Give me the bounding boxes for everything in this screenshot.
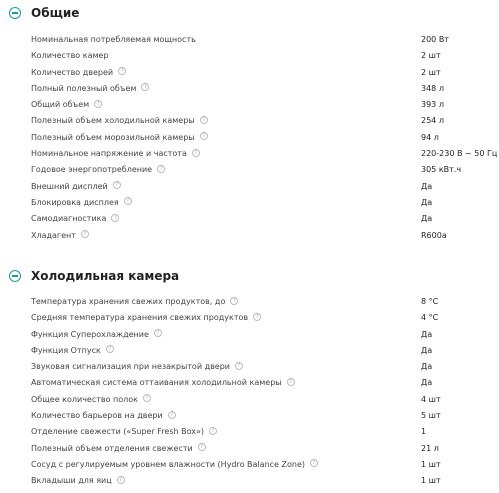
spec-row [0,32,499,48]
spec-label-text: Полезный объем морозильной камеры [31,132,195,142]
spec-value: 5 шт [421,411,441,421]
spec-label [31,146,200,162]
spec-value: Да [421,362,433,372]
spec-label-text: Общее количество полок [31,394,139,404]
spec-row [0,457,499,473]
spec-label [31,130,208,146]
spec-label-text: Сосуд с регулируемым уровнем влажности (Hydro Balance Zone) [31,459,305,469]
spec-label [31,359,243,375]
section-general [0,4,499,240]
spec-value: Да [421,181,433,191]
spec-label [31,81,149,97]
spec-label [31,113,208,129]
spec-row [0,113,499,129]
question-circle-icon[interactable]: ? [209,427,217,435]
spec-value: Да [421,345,433,355]
question-circle-icon[interactable]: ? [141,83,149,91]
question-circle-icon[interactable]: ? [113,181,121,189]
spec-list [0,294,499,490]
spec-row [0,97,499,113]
spec-value: Да [421,214,433,224]
spec-label [31,228,89,244]
spec-row [0,343,499,359]
spec-value: Да [421,197,433,207]
question-circle-icon[interactable]: ? [157,165,165,173]
spec-value: 2 шт [421,67,441,77]
spec-label [31,48,109,64]
spec-value: 4 °С [421,313,439,323]
spec-value: 1 шт [421,459,441,469]
section-header[interactable] [0,267,499,287]
spec-label-text: Полезный объем холодильной камеры [31,116,195,126]
spec-value: 8 °С [421,297,439,306]
spec-value: 21 л [421,443,439,453]
spec-row [0,327,499,343]
spec-label-text: Количество дверей [31,67,114,77]
section-header[interactable] [0,4,499,24]
spec-value: 305 кВт.ч [421,165,462,175]
spec-row [0,294,499,310]
spec-label [31,441,206,457]
spec-value: 220-230 В ~ 50 Гц [421,149,498,159]
spec-label-text: Хладагент [31,230,76,240]
question-circle-icon[interactable]: ? [198,443,206,451]
question-circle-icon[interactable]: ? [230,297,238,305]
spec-label [31,195,132,211]
spec-row [0,130,499,146]
question-circle-icon[interactable]: ? [200,132,208,140]
spec-value: 94 л [421,132,439,142]
spec-label-text: Внешний дисплей [31,181,108,191]
spec-label [31,327,162,343]
question-circle-icon[interactable]: ? [124,197,132,205]
spec-row [0,65,499,81]
spec-row [0,146,499,162]
spec-label-text: Звуковая сигнализация при незакрытой двери [31,362,231,372]
spec-value: Да [421,378,433,388]
spec-label [31,162,165,178]
spec-value: 1 [421,427,427,437]
section-fridge [0,267,499,486]
spec-value: Да [421,329,433,339]
spec-row [0,473,499,489]
spec-value: 348 л [421,83,444,93]
question-circle-icon[interactable]: ? [154,329,162,337]
spec-label-text: Общий объем [31,100,90,110]
question-circle-icon[interactable]: ? [235,362,243,370]
spec-row [0,392,499,408]
question-circle-icon[interactable]: ? [106,345,114,353]
spec-label-text: Полный полезный объем [31,83,137,93]
spec-label-text: Температура хранения свежих продуктов, до [31,297,226,306]
spec-label-text: Номинальное напряжение и частота [31,149,187,159]
spec-value: 4 шт [421,394,441,404]
spec-label-text: Блокировка дисплея [31,197,119,207]
spec-label-text: Отделение свежести («Super Fresh Box») [31,427,205,437]
spec-list [0,32,499,244]
spec-row [0,228,499,244]
spec-label [31,97,102,113]
spec-label [31,32,196,48]
spec-row [0,441,499,457]
spec-label-text: Функция Суперохлаждение [31,329,149,339]
minus-circle-icon[interactable] [9,270,21,282]
spec-label-text: Самодиагностика [31,214,107,224]
spec-value: R600a [421,230,447,240]
spec-label [31,343,114,359]
spec-value: 254 л [421,116,444,126]
spec-row [0,424,499,440]
section-title: Общие [31,6,80,20]
question-circle-icon[interactable]: ? [118,67,126,75]
spec-label-text: Номинальная потребляемая мощность [31,35,196,44]
spec-value: 2 шт [421,51,441,61]
spec-value: 1 шт [421,476,441,486]
spec-label [31,408,176,424]
spec-label-text: Полезный объем отделения свежести [31,443,193,453]
question-circle-icon[interactable]: ? [143,394,151,402]
spec-value: 200 Вт [421,35,449,44]
question-circle-icon[interactable]: ? [111,214,119,222]
spec-row [0,179,499,195]
spec-label-text: Функция Отпуск [31,345,101,355]
question-circle-icon[interactable]: ? [310,459,318,467]
spec-label-text: Вкладыши для яиц [31,476,112,486]
question-circle-icon[interactable]: ? [200,116,208,124]
spec-row [0,375,499,391]
section-title: Холодильная камера [31,269,180,283]
spec-label [31,211,119,227]
spec-label [31,294,238,310]
spec-row [0,162,499,178]
spec-row [0,195,499,211]
question-circle-icon[interactable]: ? [94,100,102,108]
spec-value: 393 л [421,100,444,110]
spec-label-text: Количество барьеров на двери [31,411,163,421]
spec-label [31,310,261,326]
question-circle-icon[interactable]: ? [81,230,89,238]
spec-label-text: Автоматическая система оттаивания холодильной камеры [31,378,282,388]
spec-label [31,65,126,81]
spec-label [31,392,151,408]
minus-circle-icon[interactable] [9,7,21,19]
question-circle-icon[interactable]: ? [117,476,125,484]
spec-label [31,473,125,489]
spec-row [0,310,499,326]
question-circle-icon[interactable]: ? [192,149,200,157]
spec-label-text: Средняя температура хранения свежих продуктов [31,313,249,323]
question-circle-icon[interactable]: ? [253,313,261,321]
spec-row [0,48,499,64]
spec-label [31,179,121,195]
question-circle-icon[interactable]: ? [168,411,176,419]
spec-label [31,457,318,473]
spec-row [0,408,499,424]
spec-row [0,359,499,375]
spec-label [31,424,217,440]
spec-label-text: Количество камер [31,51,109,61]
spec-label [31,375,295,391]
spec-label-text: Годовое энергопотребление [31,165,153,175]
question-circle-icon[interactable]: ? [287,378,295,386]
spec-row [0,211,499,227]
spec-row [0,81,499,97]
